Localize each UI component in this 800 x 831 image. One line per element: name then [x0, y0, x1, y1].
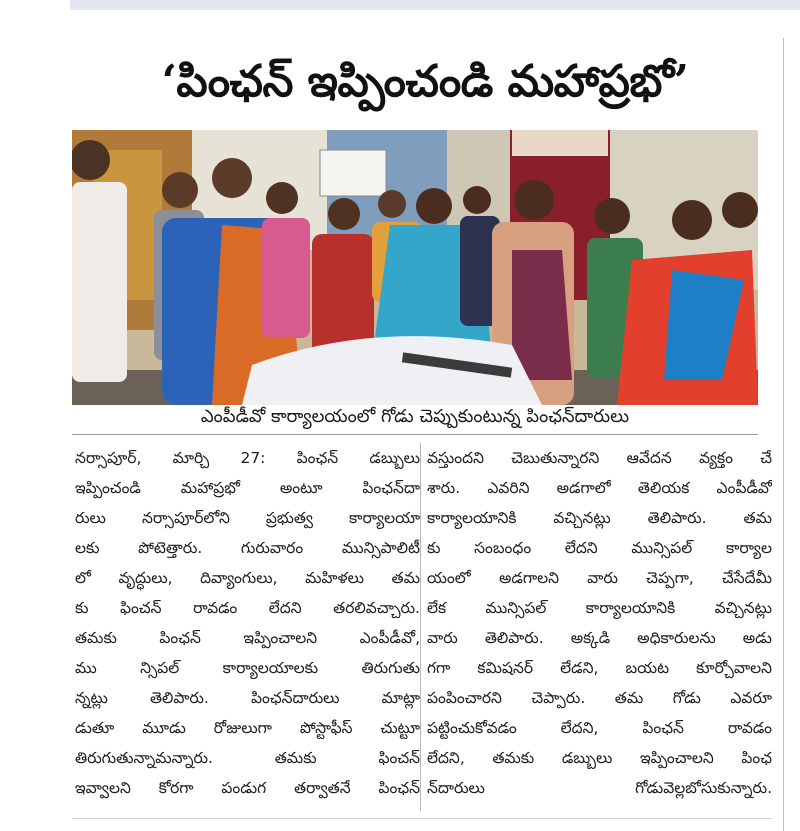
right-margin-rule [783, 38, 784, 831]
body-line: కార్యాలయానికి వచ్చినట్లు తెలిపారు. తమ [427, 509, 772, 527]
body-line: ఇప్పించండి మహాప్రభో అంటూ పింఛన్‌దా [75, 479, 420, 497]
body-line: ఇవ్వాలని కోరగా పండుగ తర్వాతనే పింఛన్ [75, 779, 420, 797]
body-line: న్నట్లు తెలిపారు. పింఛన్‌దారులు మాట్లా [75, 689, 420, 707]
caption-divider [72, 434, 758, 435]
body-line: శారు. ఎవరిని అడగాలో తెలియక ఎంపీడీవో [427, 479, 772, 497]
body-line: కు ఫించన్ రావడం లేదని తరలివచ్చారు. [75, 599, 420, 617]
body-line: తమకు పింఛన్ ఇప్పించాలని ఎంపీడీవో, [75, 629, 420, 647]
body-line: కు సంబంధం లేదని మున్సిపల్ కార్యాల [427, 539, 772, 557]
column-divider [420, 443, 421, 811]
photo-illustration [72, 130, 758, 405]
body-line: రులు నర్సాపూర్‌లోని ప్రభుత్వ కార్యాలయా [75, 509, 420, 527]
body-line: ము న్సిపల్ కార్యాలయాలకు తిరుగుతు [75, 659, 420, 677]
body-line: నర్సాపూర్, మార్చి 27: పింఛన్ డబ్బులు [75, 449, 420, 467]
body-line: లో వృద్ధులు, దివ్యాంగులు, మహిళలు తమ [75, 569, 420, 587]
body-line: యంలో అడగాలని వారు చెప్పగా, చేసేదేమీ [427, 569, 772, 587]
body-line: లేదని, తమకు డబ్బులు ఇప్పించాలని పింఛ [427, 749, 772, 767]
body-line: పట్టించుకోవడం లేదని, పింఛన్ రావడం [427, 719, 772, 737]
article-headline: ‘పింఛన్ ఇప్పించండి మహాప్రభో’ [161, 56, 689, 107]
body-line: వారు తెలిపారు. అక్కడి అధికారులను అడు [427, 629, 772, 647]
body-line: పంపించారని చెప్పారు. తమ గోడు ఎవరూ [427, 689, 772, 707]
body-line: గగా కమిషనర్ లేడని, బయట కూర్చోవాలని [427, 659, 772, 677]
bottom-divider [72, 818, 772, 819]
body-line: వస్తుందని చెబుతున్నారని ఆవేదన వ్యక్తం చే [427, 449, 772, 467]
body-line: న్‌దారులు గోడువెల్లబోసుకున్నారు. [427, 779, 772, 797]
body-line: లకు పోటెత్తారు. గురువారం మున్సిపాలిటీ [75, 539, 420, 557]
photo-caption: ఎంపీడీవో కార్యాలయంలో గోడు చెప్పుకుంటున్న పింఛన్‌దారులు [200, 406, 630, 427]
article-column-right [427, 443, 772, 803]
body-line: లేక మున్సిపల్ కార్యాలయానికి వచ్చినట్లు [427, 599, 772, 617]
top-gray-band [70, 0, 800, 10]
body-line: డుతూ మూడు రోజులుగా పోస్టాఫీస్ చుట్టూ [75, 719, 420, 737]
body-line: తిరుగుతున్నామన్నారు. తమకు ఫించన్ [75, 749, 420, 767]
news-photo [72, 130, 758, 405]
article-column-left [75, 443, 420, 803]
